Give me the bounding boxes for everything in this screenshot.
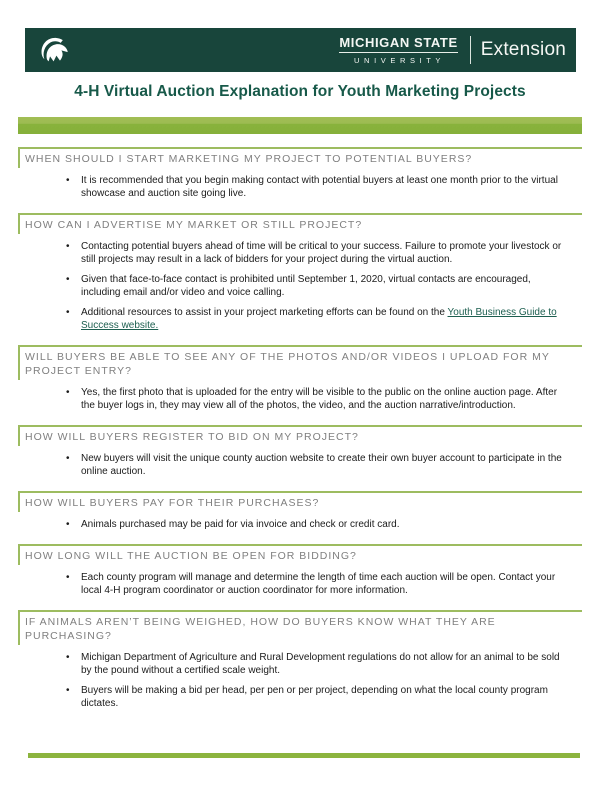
brand-group	[339, 35, 566, 65]
youth-business-guide-link[interactable]: Youth Business Guide to Success website.	[81, 307, 557, 331]
faq-section	[18, 147, 582, 200]
section-heading: HOW WILL BUYERS PAY FOR THEIR PURCHASES?	[18, 491, 582, 512]
bullet-item: • Yes, the first photo that is uploaded for the entry will be visible to the public on the online auction page. After the buyer logs in, they may view all of the photos, the video, and the auction narrative/introduction.	[66, 386, 571, 412]
bullet-item: • Each county program will manage and determine the length of time each auction will be open. Contact your local 4-H program coordinator or auction coordinator for more information.	[66, 571, 571, 597]
faq-section	[18, 425, 582, 478]
masthead-banner	[25, 28, 576, 72]
lime-accent-banner	[18, 117, 582, 134]
section-heading: HOW LONG WILL THE AUCTION BE OPEN FOR BIDDING?	[18, 544, 582, 565]
faq-section	[18, 491, 582, 531]
bullet-item: • New buyers will visit the unique county auction website to create their own buyer account to participate in the online auction.	[66, 452, 571, 478]
bullet-list	[66, 386, 582, 412]
bullet-item: • Michigan Department of Agriculture and Rural Development regulations do not allow for an animal to be sold by the pound without a certified scale weight.	[66, 651, 571, 677]
msu-wordmark-line2: UNIVERSITY	[354, 55, 446, 65]
bullet-list	[66, 571, 582, 597]
bullet-list	[66, 518, 582, 531]
section-heading: WILL BUYERS BE ABLE TO SEE ANY OF THE PHOTOS AND/OR VIDEOS I UPLOAD FOR MY PROJECT ENTRY?	[18, 345, 582, 380]
bullet-list	[66, 651, 582, 710]
section-heading: IF ANIMALS AREN’T BEING WEIGHED, HOW DO BUYERS KNOW WHAT THEY ARE PURCHASING?	[18, 610, 582, 645]
bullet-item: • Given that face-to-face contact is prohibited until September 1, 2020, virtual contacts are encouraged, including email and/or video and voice calling.	[66, 273, 571, 299]
brand-divider	[470, 36, 471, 64]
bullet-list	[66, 174, 582, 200]
spartan-helmet-icon	[38, 34, 72, 66]
bullet-item: • Animals purchased may be paid for via invoice and check or credit card.	[66, 518, 571, 531]
bullet-list	[66, 240, 582, 332]
bullet-item: • Buyers will be making a bid per head, per pen or per project, depending on what the local county program dictates.	[66, 684, 571, 710]
faq-section	[18, 213, 582, 332]
extension-label: Extension	[480, 39, 566, 60]
bullet-item: • Contacting potential buyers ahead of time will be critical to your success. Failure to promote your livestock or still projects may result in a lack of bidders for your project during the virtual auction.	[66, 240, 571, 266]
footer-divider	[28, 753, 580, 758]
section-heading: HOW WILL BUYERS REGISTER TO BID ON MY PROJECT?	[18, 425, 582, 446]
faq-section	[18, 345, 582, 412]
msu-wordmark-line1: MICHIGAN STATE	[339, 35, 457, 53]
bullet-item: • It is recommended that you begin making contact with potential buyers at least one month prior to the virtual showcase and auction site going live.	[66, 174, 571, 200]
section-heading: HOW CAN I ADVERTISE MY MARKET OR STILL PROJECT?	[18, 213, 582, 234]
section-heading: WHEN SHOULD I START MARKETING MY PROJECT TO POTENTIAL BUYERS?	[18, 147, 582, 168]
faq-section	[18, 610, 582, 710]
faq-sections	[18, 147, 582, 723]
bullet-list	[66, 452, 582, 478]
bullet-item: • Additional resources to assist in your project marketing efforts can be found on the Youth Business Guide to Success website.	[66, 306, 571, 332]
msu-wordmark	[339, 35, 457, 65]
faq-section	[18, 544, 582, 597]
page-title: 4-H Virtual Auction Explanation for Youth Marketing Projects	[74, 83, 526, 100]
